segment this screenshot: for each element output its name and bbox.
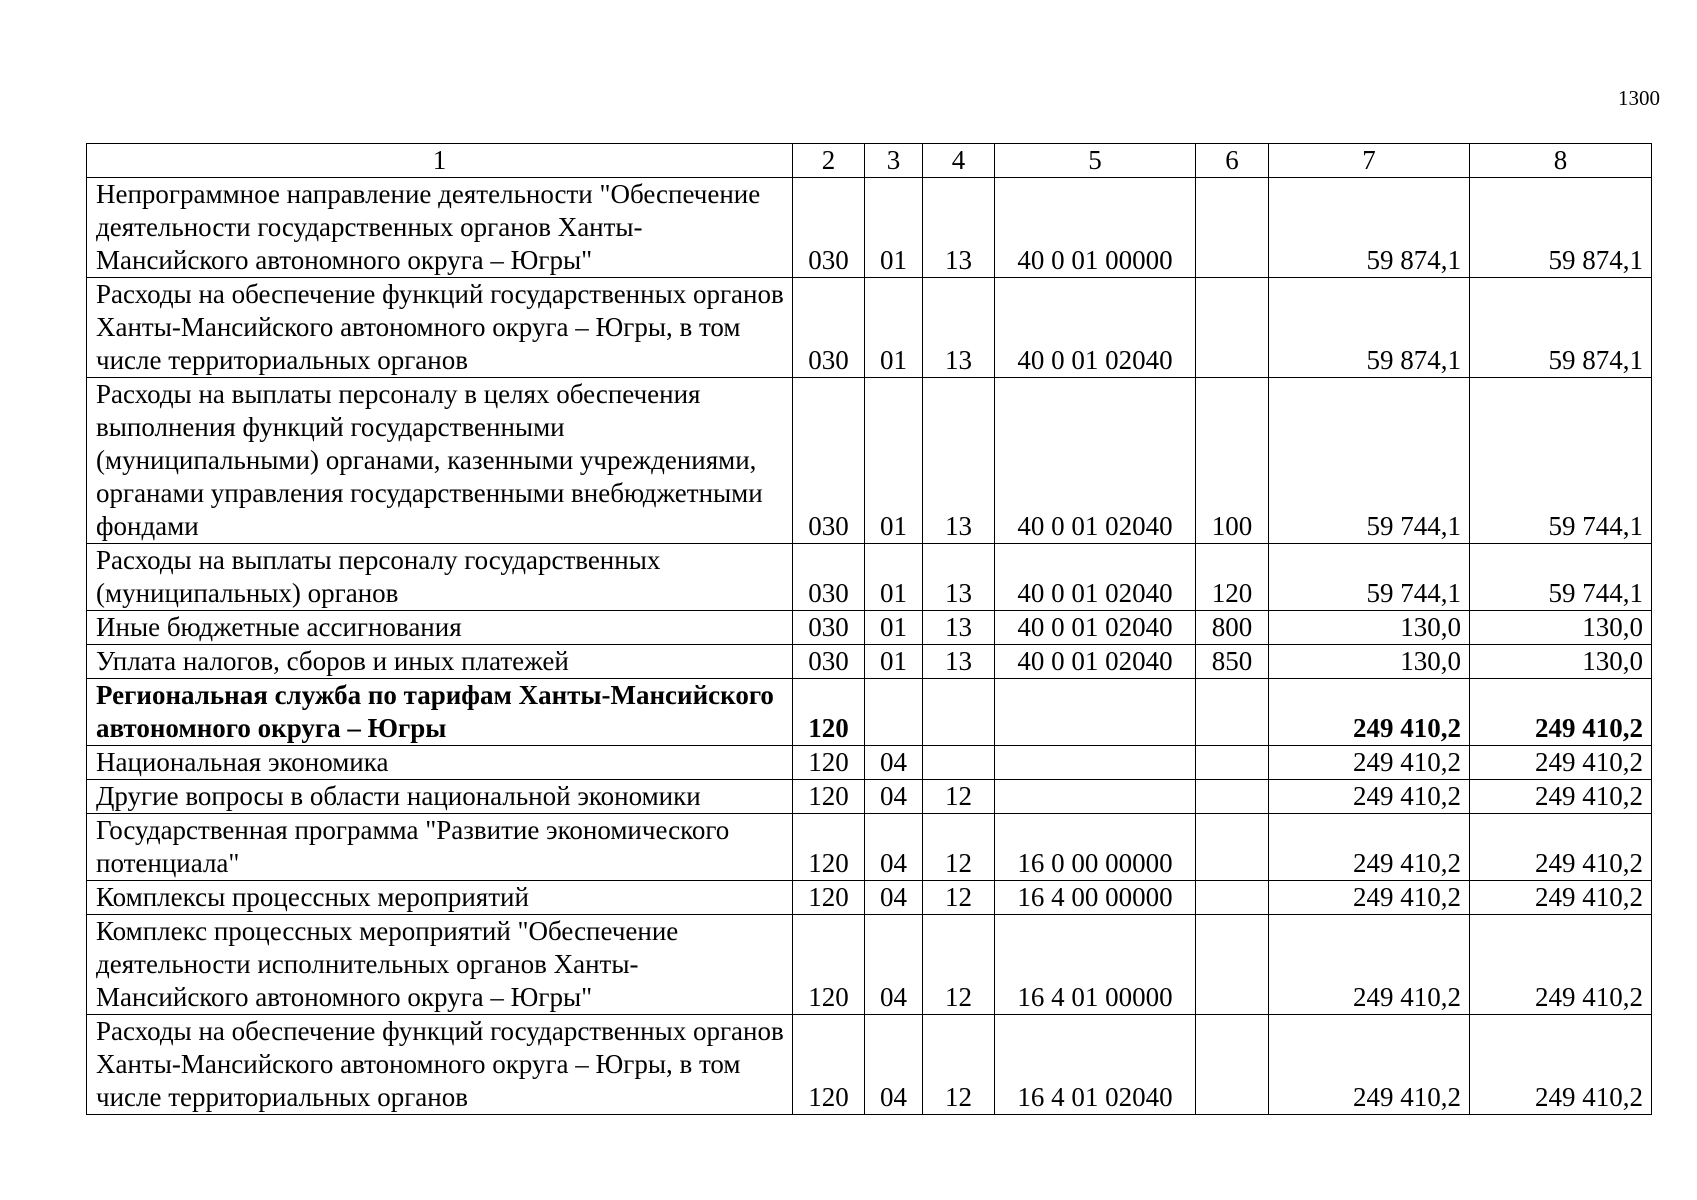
amount-col-8: 249 410,2	[1470, 881, 1652, 915]
expense-type-code: 100	[1196, 378, 1269, 544]
section-code: 01	[865, 378, 923, 544]
target-article-code: 40 0 01 02040	[995, 278, 1196, 378]
amount-col-7: 59 744,1	[1269, 544, 1470, 611]
row-name: Национальная экономика	[87, 746, 793, 780]
expense-type-code	[1196, 1015, 1269, 1115]
table-row	[87, 881, 1652, 915]
table-row	[87, 645, 1652, 679]
amount-col-7: 130,0	[1269, 645, 1470, 679]
subsection-code	[923, 679, 995, 746]
target-article-code: 40 0 01 02040	[995, 645, 1196, 679]
expense-type-code	[1196, 746, 1269, 780]
header-col-5: 5	[995, 144, 1196, 178]
amount-col-8: 59 874,1	[1470, 178, 1652, 278]
amount-col-8: 59 744,1	[1470, 544, 1652, 611]
section-code: 04	[865, 780, 923, 814]
amount-col-7: 249 410,2	[1269, 679, 1470, 746]
ministry-code: 030	[793, 611, 865, 645]
ministry-code: 120	[793, 881, 865, 915]
target-article-code: 16 4 00 00000	[995, 881, 1196, 915]
section-code: 01	[865, 645, 923, 679]
ministry-code: 030	[793, 178, 865, 278]
subsection-code: 13	[923, 544, 995, 611]
expense-type-code: 850	[1196, 645, 1269, 679]
table-row	[87, 780, 1652, 814]
row-name: Комплекс процессных мероприятий "Обеспечение деятельности исполнительных органов Ханты-Мансийского автономного округа – Югры"	[87, 915, 793, 1015]
subsection-code: 13	[923, 278, 995, 378]
section-code: 04	[865, 915, 923, 1015]
amount-col-8: 249 410,2	[1470, 915, 1652, 1015]
table-row	[87, 278, 1652, 378]
expense-type-code	[1196, 915, 1269, 1015]
table-row	[87, 814, 1652, 881]
amount-col-7: 249 410,2	[1269, 780, 1470, 814]
expense-type-code	[1196, 881, 1269, 915]
target-article-code	[995, 746, 1196, 780]
budget-table	[86, 143, 1652, 1115]
header-col-1: 1	[87, 144, 793, 178]
section-code: 04	[865, 1015, 923, 1115]
header-col-4: 4	[923, 144, 995, 178]
row-name: Региональная служба по тарифам Ханты-Мансийского автономного округа – Югры	[87, 679, 793, 746]
target-article-code: 16 4 01 00000	[995, 915, 1196, 1015]
amount-col-7: 59 874,1	[1269, 278, 1470, 378]
amount-col-8: 249 410,2	[1470, 814, 1652, 881]
header-col-6: 6	[1196, 144, 1269, 178]
target-article-code: 40 0 01 02040	[995, 611, 1196, 645]
table-row	[87, 679, 1652, 746]
target-article-code: 16 0 00 00000	[995, 814, 1196, 881]
table-row	[87, 178, 1652, 278]
ministry-code: 120	[793, 915, 865, 1015]
subsection-code: 13	[923, 178, 995, 278]
table-body	[87, 178, 1652, 1115]
section-code: 01	[865, 278, 923, 378]
section-code: 01	[865, 544, 923, 611]
ministry-code: 120	[793, 780, 865, 814]
row-name: Иные бюджетные ассигнования	[87, 611, 793, 645]
subsection-code: 12	[923, 1015, 995, 1115]
page-number: 1300	[1618, 86, 1660, 110]
amount-col-8: 249 410,2	[1470, 746, 1652, 780]
header-row	[87, 144, 1652, 178]
ministry-code: 030	[793, 645, 865, 679]
section-code: 01	[865, 178, 923, 278]
header-col-7: 7	[1269, 144, 1470, 178]
amount-col-7: 130,0	[1269, 611, 1470, 645]
amount-col-8: 249 410,2	[1470, 780, 1652, 814]
expense-type-code	[1196, 178, 1269, 278]
subsection-code: 13	[923, 611, 995, 645]
ministry-code: 030	[793, 278, 865, 378]
section-code	[865, 679, 923, 746]
target-article-code: 40 0 01 02040	[995, 544, 1196, 611]
amount-col-7: 59 874,1	[1269, 178, 1470, 278]
ministry-code: 120	[793, 814, 865, 881]
amount-col-7: 249 410,2	[1269, 814, 1470, 881]
target-article-code	[995, 780, 1196, 814]
row-name: Расходы на обеспечение функций государственных органов Ханты-Мансийского автономного округа – Югры, в том числе территориальных органов	[87, 278, 793, 378]
header-col-2: 2	[793, 144, 865, 178]
amount-col-7: 59 744,1	[1269, 378, 1470, 544]
amount-col-7: 249 410,2	[1269, 1015, 1470, 1115]
target-article-code: 40 0 01 02040	[995, 378, 1196, 544]
table-row	[87, 611, 1652, 645]
section-code: 01	[865, 611, 923, 645]
subsection-code: 12	[923, 814, 995, 881]
amount-col-8: 59 874,1	[1470, 278, 1652, 378]
row-name: Комплексы процессных мероприятий	[87, 881, 793, 915]
section-code: 04	[865, 746, 923, 780]
subsection-code: 13	[923, 645, 995, 679]
target-article-code	[995, 679, 1196, 746]
amount-col-8: 249 410,2	[1470, 1015, 1652, 1115]
ministry-code: 030	[793, 544, 865, 611]
expense-type-code: 120	[1196, 544, 1269, 611]
header-col-3: 3	[865, 144, 923, 178]
row-name: Государственная программа "Развитие экономического потенциала"	[87, 814, 793, 881]
subsection-code: 13	[923, 378, 995, 544]
subsection-code: 12	[923, 915, 995, 1015]
subsection-code	[923, 746, 995, 780]
ministry-code: 120	[793, 1015, 865, 1115]
table-row	[87, 544, 1652, 611]
amount-col-8: 130,0	[1470, 611, 1652, 645]
amount-col-7: 249 410,2	[1269, 915, 1470, 1015]
section-code: 04	[865, 814, 923, 881]
target-article-code: 40 0 01 00000	[995, 178, 1196, 278]
table-row	[87, 746, 1652, 780]
subsection-code: 12	[923, 881, 995, 915]
expense-type-code	[1196, 780, 1269, 814]
table-row	[87, 378, 1652, 544]
expense-type-code: 800	[1196, 611, 1269, 645]
table-row	[87, 915, 1652, 1015]
amount-col-7: 249 410,2	[1269, 881, 1470, 915]
expense-type-code	[1196, 278, 1269, 378]
section-code: 04	[865, 881, 923, 915]
row-name: Другие вопросы в области национальной экономики	[87, 780, 793, 814]
table-row	[87, 1015, 1652, 1115]
subsection-code: 12	[923, 780, 995, 814]
row-name: Непрограммное направление деятельности "Обеспечение деятельности государственных органов Ханты-Мансийского автономного округа – Югры"	[87, 178, 793, 278]
ministry-code: 120	[793, 679, 865, 746]
row-name: Расходы на обеспечение функций государственных органов Ханты-Мансийского автономного округа – Югры, в том числе территориальных органов	[87, 1015, 793, 1115]
amount-col-7: 249 410,2	[1269, 746, 1470, 780]
amount-col-8: 249 410,2	[1470, 679, 1652, 746]
row-name: Расходы на выплаты персоналу в целях обеспечения выполнения функций государственными (муниципальными) органами, казенными учреждениями, органами управления государственными внебюджетными фондами	[87, 378, 793, 544]
row-name: Расходы на выплаты персоналу государственных (муниципальных) органов	[87, 544, 793, 611]
amount-col-8: 59 744,1	[1470, 378, 1652, 544]
expense-type-code	[1196, 679, 1269, 746]
ministry-code: 030	[793, 378, 865, 544]
ministry-code: 120	[793, 746, 865, 780]
row-name: Уплата налогов, сборов и иных платежей	[87, 645, 793, 679]
expense-type-code	[1196, 814, 1269, 881]
target-article-code: 16 4 01 02040	[995, 1015, 1196, 1115]
header-col-8: 8	[1470, 144, 1652, 178]
amount-col-8: 130,0	[1470, 645, 1652, 679]
